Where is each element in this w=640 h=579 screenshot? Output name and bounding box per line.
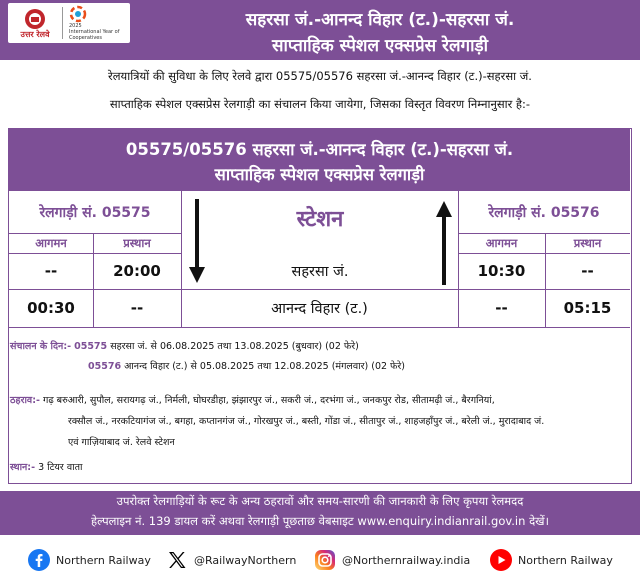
right-train-number: रेलगाड़ी सं. 05576	[488, 204, 600, 221]
halts-line1: गढ़ बरुआरी, सुपौल, सरायगढ़ जं., निर्मली, घोघरडीहा, झंझारपुर जं., सकरी जं., दरभंगा जं., जनकपुर रोड, सीतामढ़ी जं., बैरगनियां,	[42, 395, 495, 406]
halts-line3: एवं गाज़ियाबाद जं. रेलवे स्टेशन	[68, 437, 175, 448]
railway-emblem-icon	[22, 8, 48, 30]
iyc-circle-icon	[69, 5, 87, 23]
left-train-number: रेलगाड़ी सं. 05575	[39, 204, 151, 221]
row1-right-departure: --	[581, 262, 594, 280]
arrow-up-icon	[434, 199, 454, 285]
station-header: स्टेशन	[296, 207, 344, 232]
iyc-text: International Year of Cooperatives	[69, 29, 120, 41]
iyc-logo	[63, 5, 130, 41]
halts-line2: रक्सौल जं., नरकटियागंज जं., बगहा, कप्तानगंज जं., गोरखपुर जं., बस्ती, गोंडा जं., सीतापुर जं., शाहजहाँपुर जं., बरेली जं., मुरादाबाद जं.	[68, 416, 545, 427]
helpline-line1: उपरोक्त रेलगाड़ियों के रूट के अन्य ठहरावों और समय-सारणी की जानकारी के लिए कृपया रेलमदद	[116, 494, 524, 508]
row2-station: आनन्द विहार (ट.)	[271, 301, 368, 317]
left-arrival-header: आगमन	[35, 235, 67, 250]
youtube-icon	[490, 549, 512, 571]
right-departure-header: प्रस्थान	[573, 235, 602, 250]
operation-days-line2	[10, 359, 405, 372]
row1-right-arrival: 10:30	[477, 262, 526, 280]
row2-left-arrival: 00:30	[27, 299, 75, 317]
instagram-label: @Northernrailway.india	[342, 553, 471, 567]
right-arrival-header: आगमन	[485, 235, 518, 250]
logo-box	[8, 3, 130, 43]
halts-label: ठहराव:-	[10, 395, 40, 406]
social-x[interactable]	[166, 545, 296, 575]
helpline-band	[0, 491, 640, 535]
top-banner	[0, 0, 640, 60]
youtube-label: Northern Railway	[518, 553, 613, 567]
operation-label: संचालन के दिन:-	[10, 341, 72, 352]
northern-railway-logo	[8, 3, 62, 43]
instagram-icon	[314, 549, 336, 571]
coach-text: 3 टियर वाता	[38, 462, 83, 473]
banner-title-line2: साप्ताहिक स्पेशल एक्सप्रेस रेलगाड़ी	[272, 36, 488, 56]
coach-section	[10, 460, 82, 473]
facebook-icon	[28, 549, 50, 571]
banner-title-line1: सहरसा जं.-आनन्द विहार (ट.)-सहरसा जं.	[245, 10, 515, 30]
helpline-line2: हेल्पलाइन नं. 139 डायल करें अथवा रेलगाड़ी पूछताछ वेबसाइट www.enquiry.indianrail.gov.in देखें।	[91, 514, 549, 528]
social-instagram[interactable]	[314, 545, 470, 575]
row1-left-departure: 20:00	[113, 262, 161, 280]
operation-days-line1	[10, 339, 359, 352]
card-title-line2: साप्ताहिक स्पेशल एक्सप्रेस रेलगाड़ी	[214, 165, 425, 184]
iyc-year: 2025	[69, 23, 82, 29]
operation-text2: आनन्द विहार (ट.) से 05.08.2025 तथा 12.08.2025 (मंगलवार) (02 फेरे)	[124, 361, 405, 372]
card-title-line1: 05575/05576 सहरसा जं.-आनन्द विहार (ट.)-सहरसा जं.	[125, 140, 514, 159]
operation-text1: सहरसा जं. से 06.08.2025 तथा 13.08.2025 (बुधवार) (02 फेरे)	[110, 341, 359, 352]
row2-right-arrival: --	[495, 299, 508, 317]
row2-left-departure: --	[130, 299, 144, 317]
intro-line2: साप्ताहिक स्पेशल एक्सप्रेस रेलगाड़ी का संचालन किया जायेगा, जिसका विस्तृत विवरण निम्नानुसार है:-	[109, 97, 531, 111]
social-facebook[interactable]	[28, 545, 151, 575]
arrow-down-icon	[187, 199, 207, 285]
operation-train2: 05576	[88, 361, 122, 372]
halts-section	[10, 390, 622, 453]
row2-right-departure: 05:15	[563, 299, 612, 317]
x-icon	[166, 549, 188, 571]
row1-station: सहरसा जं.	[291, 264, 349, 280]
intro-line1: रेलयात्रियों की सुविधा के लिए रेलवे द्वारा 05575/05576 सहरसा जं.-आनन्द विहार (ट.)-सहरसा जं.	[108, 69, 532, 83]
coach-label: स्थान:-	[10, 462, 36, 473]
facebook-label: Northern Railway	[56, 553, 151, 567]
logo-text: उत्तर रेलवे	[20, 29, 50, 39]
social-youtube[interactable]	[490, 545, 613, 575]
left-departure-header: प्रस्थान	[123, 235, 151, 250]
row1-left-arrival: --	[44, 262, 58, 280]
operation-train1: 05575	[74, 341, 108, 352]
card-header	[9, 129, 630, 191]
x-label: @RailwayNorthern	[194, 553, 297, 567]
